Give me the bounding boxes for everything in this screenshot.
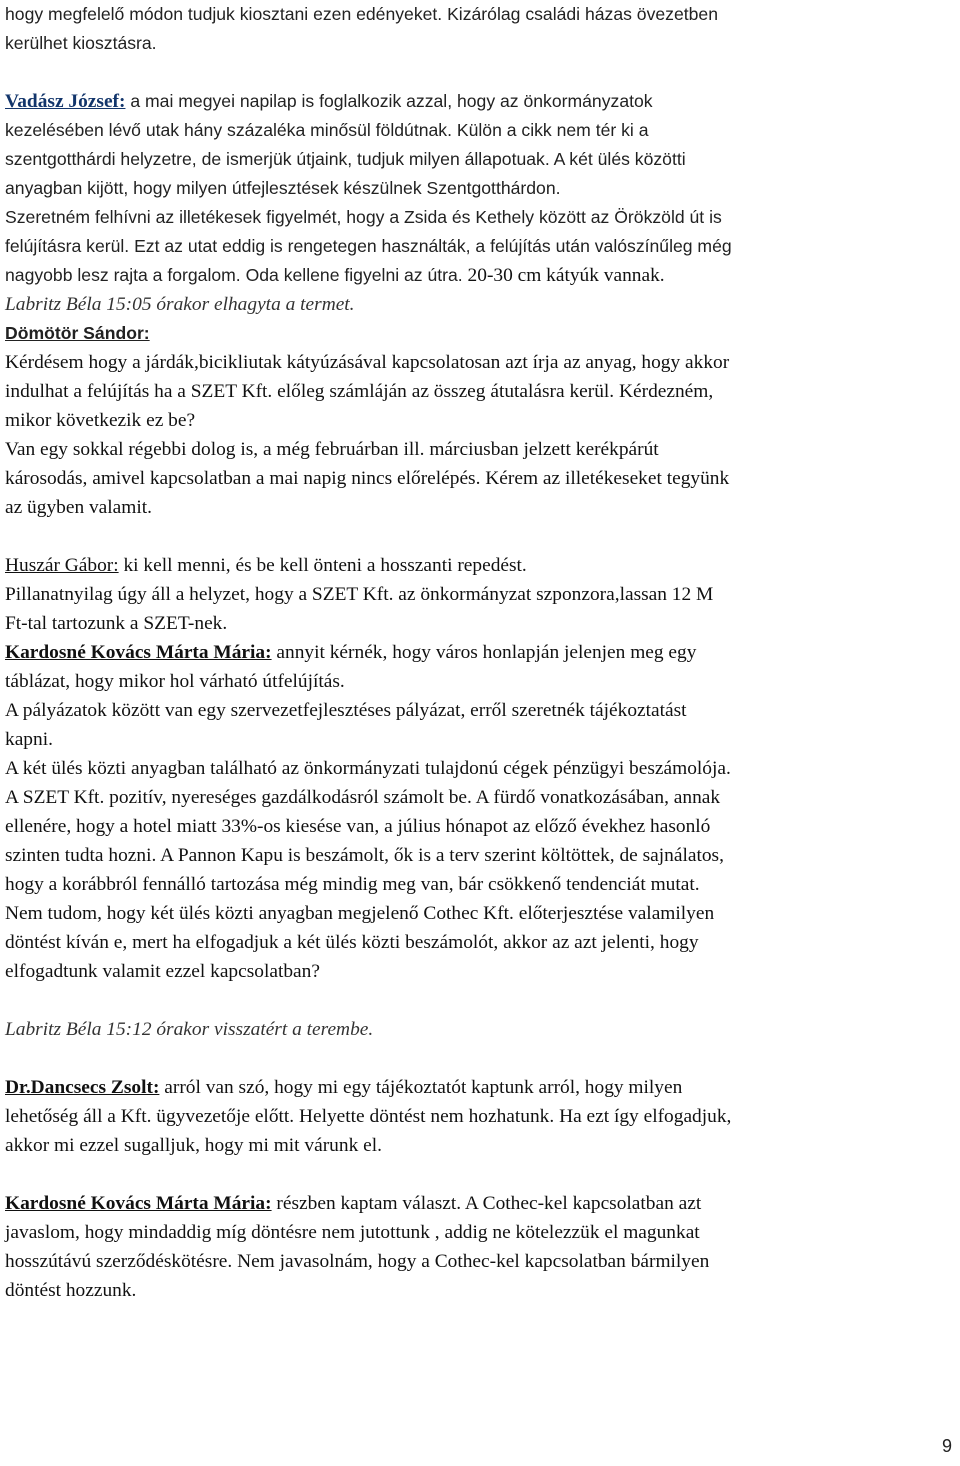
paragraph-line: kerülhet kiosztásra. [5,33,157,53]
paragraph-line: A pályázatok között van egy szervezetfejlesztéses pályázat, erről szeretnék tájékoztatást [5,700,687,721]
paragraph-line: szinten tudta hozni. A Pannon Kapu is beszámolt, ők is a terv szerint költöttek, de sajnálatos, [5,845,724,866]
meeting-note: Labritz Béla 15:12 órakor visszatért a terembe. [5,1019,374,1040]
page-number: 9 [941,1436,952,1456]
meeting-note: Labritz Béla 15:05 órakor elhagyta a termet. [5,294,355,315]
paragraph-line: döntést kíván e, mert ha elfogadjuk a két ülés közti beszámolót, akkor az azt jelenti, hogy [5,932,699,953]
paragraph-line: Pillanatnyilag úgy áll a helyzet, hogy a SZET Kft. az önkormányzat szponzora,lassan 12 M [5,584,714,605]
speaker-name: Dr.Dancsecs Zsolt: [5,1077,160,1098]
paragraph-line: döntést hozzunk. [5,1280,137,1301]
paragraph-line: hogy a korábbról fennálló tartozása még mindig meg van, bár csökkenő tendenciát mutat. [5,874,700,895]
paragraph-line: szentgotthárdi helyzetre, de ismerjük útjaink, tudjuk milyen állapotuak. A két ülés közötti [5,149,686,169]
paragraph-line: A két ülés közti anyagban található az önkormányzati tulajdonú cégek pénzügyi beszámolója. [5,758,731,779]
paragraph-line: kezelésében lévő utak hány százaléka minősül földútnak. Külön a cikk nem tér ki a [5,120,649,140]
paragraph-line: javaslom, hogy mindaddig míg döntésre nem jutottunk , addig ne kötelezzük el magunkat [5,1222,700,1243]
paragraph-line: károsodás, amivel kapcsolatban a mai napig nincs előrelépés. Kérem az illetékeseket tegyünk [5,468,730,489]
paragraph-line: az ügyben valamit. [5,497,152,518]
paragraph-line: Ft-tal tartozunk a SZET-nek. [5,613,228,634]
paragraph-line: A SZET Kft. pozitív, nyereséges gazdálkodásról számolt be. A fürdő vonatkozásában, annak [5,787,721,808]
speaker-name: Vadász József: [5,91,126,112]
paragraph-line: Kardosné Kovács Márta Mária: részben kaptam választ. A Cothec-kel kapcsolatban azt [5,1193,702,1214]
paragraph-line: elfogadtunk valamit ezzel kapcsolatban? [5,961,320,982]
speaker-name: Huszár Gábor: [5,555,119,576]
speaker-name: Dömötör Sándor: [5,323,150,343]
paragraph-line: akkor mi ezzel sugalljuk, hogy mi mit várunk el. [5,1135,382,1156]
paragraph-line: Vadász József: a mai megyei napilap is foglalkozik azzal, hogy az önkormányzatok [5,91,653,112]
paragraph-line: hosszútávú szerződéskötésre. Nem javasolnám, hogy a Cothec-kel kapcsolatban bármilyen [5,1251,710,1272]
paragraph-line: Nem tudom, hogy két ülés közti anyagban megjelenő Cothec Kft. előterjesztése valamilyen [5,903,715,924]
speaker-name: Kardosné Kovács Márta Mária: [5,1193,272,1214]
paragraph-line: indulhat a felújítás ha a SZET Kft. előleg számláján az összeg átutalásra kerül. Kérdezném, [5,381,714,402]
document-page [5,0,957,1305]
paragraph-line: lehetőség áll a Kft. ügyvezetője előtt. Helyette döntést nem hozhatunk. Ha ezt így elfogadjuk, [5,1106,732,1127]
paragraph-line: felújításra kerül. Ezt az utat eddig is rengetegen használták, a felújítás után valószínűleg még [5,236,732,256]
paragraph-line: Van egy sokkal régebbi dolog is, a még februárban ill. márciusban jelzett kerékpárút [5,439,659,460]
paragraph-line: Kardosné Kovács Márta Mária: annyit kérnék, hogy város honlapján jelenjen meg egy [5,642,697,663]
paragraph-line: anyagban kijött, hogy milyen útfejlesztések készülnek Szentgotthárdon. [5,178,561,198]
speaker-name: Kardosné Kovács Márta Mária: [5,642,272,663]
paragraph-line: Szeretném felhívni az illetékesek figyelmét, hogy a Zsida és Kethely között az Örökzöld út is [5,207,722,227]
paragraph-line [5,319,957,348]
paragraph-line: táblázat, hogy mikor hol várható útfelújítás. [5,671,345,692]
paragraph-line: hogy megfelelő módon tudjuk kiosztani ezen edényeket. Kizárólag családi házas övezetben [5,4,718,24]
paragraph-line: Dr.Dancsecs Zsolt: arról van szó, hogy mi egy tájékoztatót kaptunk arról, hogy milyen [5,1077,683,1098]
paragraph-line: ellenére, hogy a hotel miatt 33%-os kiesése van, a július hónapot az előző évekhez hasonló [5,816,711,837]
paragraph-line: nagyobb lesz rajta a forgalom. Oda kellene figyelni az útra. 20-30 cm kátyúk vannak. [5,265,665,286]
paragraph-line: Kérdésem hogy a járdák,bicikliutak kátyúzásával kapcsolatosan azt írja az anyag, hogy akkor [5,352,730,373]
paragraph-line: kapni. [5,729,53,750]
paragraph-line: mikor következik ez be? [5,410,196,431]
paragraph-line: Huszár Gábor: ki kell menni, és be kell önteni a hosszanti repedést. [5,555,527,576]
